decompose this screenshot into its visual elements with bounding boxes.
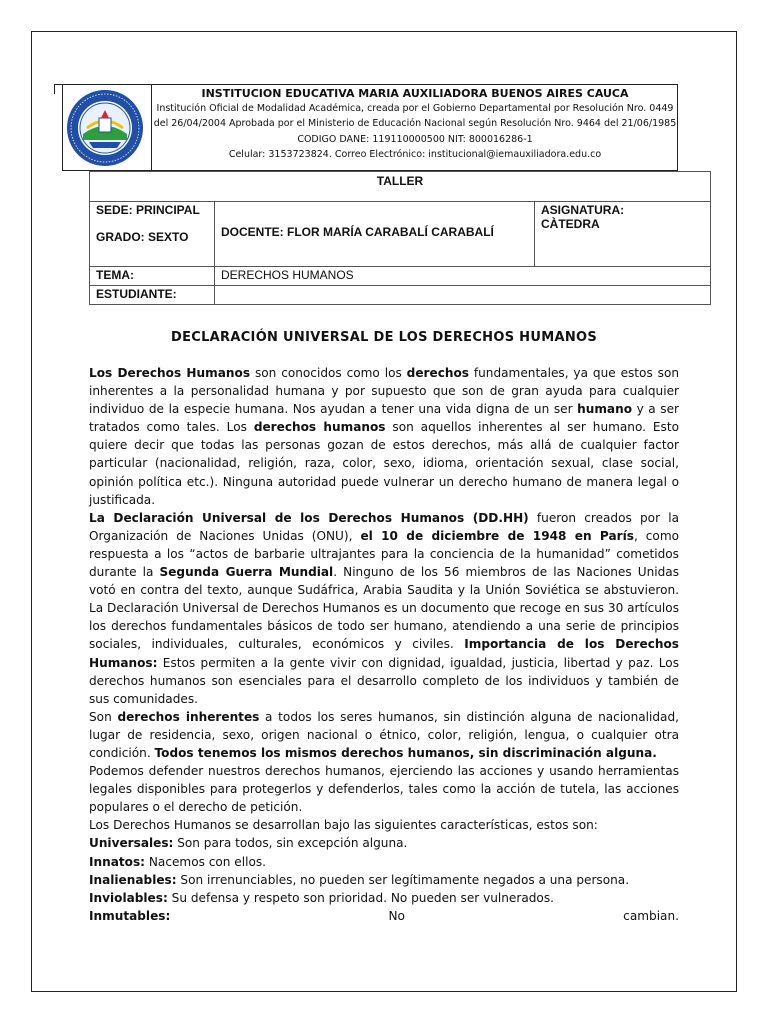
characteristic-item <box>89 853 679 871</box>
document-body <box>89 364 679 925</box>
bold-term: derechos humanos <box>253 420 386 435</box>
asignatura-value: CÀTEDRA <box>541 217 600 231</box>
characteristic-label: Inmutables: <box>89 908 171 923</box>
bold-term: Importancia de los Derechos Humanos: <box>89 637 679 670</box>
corner-mark <box>54 84 55 94</box>
paragraph-intro <box>89 364 679 509</box>
sede-label: SEDE: PRINCIPAL <box>96 203 200 217</box>
characteristic-text: Son para todos, sin excepción alguna. <box>173 836 408 851</box>
characteristic-label: Inalienables: <box>89 872 177 887</box>
characteristic-item <box>89 907 679 925</box>
text-run: Son <box>89 709 118 724</box>
contact-line: Celular: 3153723824. Correo Electrónico: institucional@iemauxiliadora.edu.co <box>228 148 602 160</box>
workshop-info-table <box>89 171 711 305</box>
characteristic-label: Inviolables: <box>89 890 168 905</box>
asignatura-cell <box>535 202 711 267</box>
document-title: DECLARACIÓN UNIVERSAL DE LOS DERECHOS HUMANOS <box>170 330 598 345</box>
paragraph-inherent <box>89 708 679 762</box>
bold-term: La Declaración Universal de los Derechos Humanos (DD.HH) <box>89 510 529 525</box>
characteristic-item <box>89 889 679 907</box>
paragraph-defend: Podemos defender nuestros derechos humanos, ejerciendo las acciones y usando herramientas legales disponibles para protegerlos y defenderlos, tales como la acción de tutela, las acciones populares o el derecho de petición. <box>89 764 679 815</box>
institution-line: Institución Oficial de Modalidad Académica, creada por el Gobierno Departamental por Resolución Nro. 0449 <box>156 103 674 115</box>
tema-value: DERECHOS HUMANOS <box>215 267 711 286</box>
asignatura-label: ASIGNATURA: <box>541 203 625 217</box>
characteristic-text: cambian. <box>623 908 679 923</box>
institution-name: INSTITUCION EDUCATIVA MARIA AUXILIADORA BUENOS AIRES CAUCA <box>201 87 629 100</box>
characteristic-item <box>89 871 679 889</box>
paragraph-declaration <box>89 509 679 708</box>
text-run: a todos los seres humanos, sin distinción alguna de nacionalidad, lugar de residencia, sexo, origen nacional o étnico, color, religión, lengua, o cualquier otra condición. <box>89 709 679 760</box>
text-run: . Ninguno de los 56 miembros de las Naciones Unidas votó en contra del texto, aunque Sudáfrica, Arabia Saudita y la Unión Soviética se abstuvieron. La Declaración Universal de Derechos Humanos es un documento que recoge en sus 30 artículos los derechos fundamentales básicos de todo ser humano, atendiendo a una serie de principios sociales, individuales, culturales, económicos y civiles. <box>89 565 679 652</box>
sede-grado-cell <box>90 202 215 267</box>
characteristic-text: Su defensa y respeto son prioridad. No pueden ser vulnerados. <box>167 890 554 905</box>
characteristic-label: Innatos: <box>89 854 146 869</box>
bold-term: Segunda Guerra Mundial <box>159 565 334 580</box>
paragraph-characteristics-intro: Los Derechos Humanos se desarrollan bajo las siguientes características, estos son: <box>89 818 598 833</box>
text-run: , como respuesta a los “actos de barbarie ultrajantes para la conciencia de la humanidad” cometidos durante la <box>89 528 679 580</box>
characteristic-item <box>89 834 679 852</box>
text-run: fueron creados por la Organización de Naciones Unidas (ONU), <box>89 510 679 543</box>
institution-info <box>152 86 678 162</box>
institution-line: del 26/04/2004 Aprobada por el Ministerio de Educación Nacional según Resolución Nro. 9464 del 21/06/1985 <box>153 118 677 130</box>
grado-label: GRADO: SEXTO <box>96 230 189 244</box>
bold-term: Todos tenemos los mismos derechos humanos, sin discriminación alguna. <box>154 745 657 760</box>
text-run: y a ser tratados como tales. Los <box>89 402 679 435</box>
docente-label: DOCENTE: FLOR MARÍA CARABALÍ CARABALÍ <box>215 202 535 267</box>
characteristic-text: No <box>388 908 405 923</box>
characteristic-label: Universales: <box>89 836 174 851</box>
estudiante-field[interactable] <box>215 286 711 305</box>
tema-label: TEMA: <box>90 267 215 286</box>
characteristic-text: Nacemos con ellos. <box>145 854 266 869</box>
bold-term: derechos inherentes <box>117 709 260 724</box>
dane-code: CODIGO DANE: 119110000500 NIT: 800016286-1 <box>297 133 533 145</box>
bold-term: Los Derechos Humanos <box>89 366 251 380</box>
characteristic-text: Son irrenunciables, no pueden ser legítimamente negados a una persona. <box>176 872 630 887</box>
taller-title: TALLER <box>90 172 711 202</box>
bold-term: el 10 de diciembre de 1948 en París <box>360 528 634 543</box>
text-run: son aquellos inherentes al ser humano. Esto quiere decir que todas las personas gozan de estos derechos, más allá de cualquier factor particular (nacionalidad, religión, raza, color, sexo, idioma, orientación sexual, clase social, opinión política etc.). Ninguna autoridad puede vulnerar un derecho humano de manera legal o justificada. <box>89 420 679 507</box>
bold-term: humano <box>577 402 633 417</box>
text-run: fundamentales, ya que estos son inherentes a la personalidad humana y por supuesto que son de gran ayuda para cualquier individuo de la especie humana. Nos ayudan a tener una vida digna de un ser <box>89 366 680 417</box>
text-run: Estos permiten a la gente vivir con dignidad, igualdad, justicia, libertad y paz. Los derechos humanos son esenciales para el desarrollo completo de los individuos y también de sus comunidades. <box>89 655 679 706</box>
estudiante-label: ESTUDIANTE: <box>90 286 215 305</box>
logo-cell <box>62 84 152 171</box>
bold-term: derechos <box>406 366 469 380</box>
school-seal-icon <box>65 88 145 168</box>
text-run: son conocidos como los <box>250 366 407 380</box>
